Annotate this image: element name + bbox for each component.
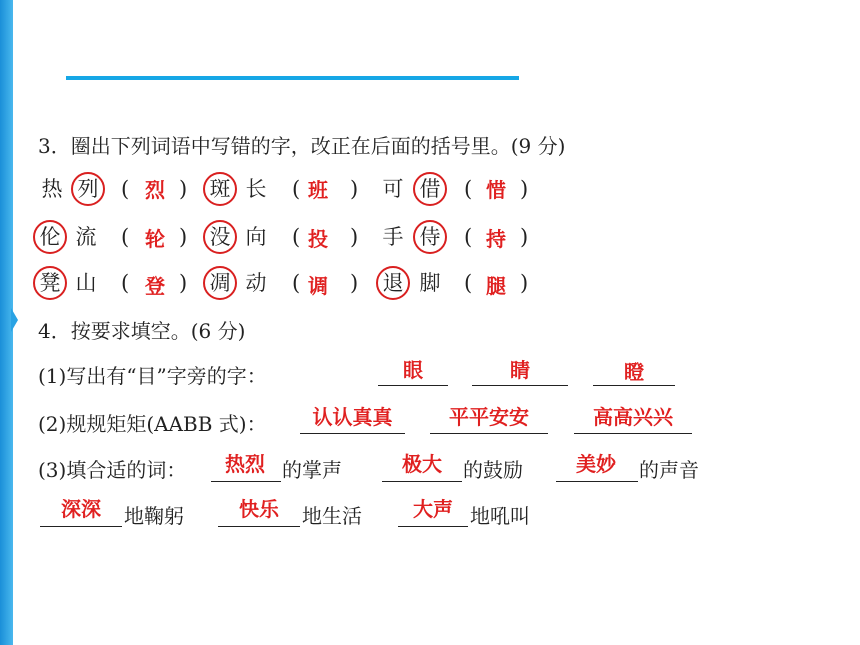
wrong-char: 凳	[39, 271, 61, 295]
wrong-char: 退	[382, 271, 404, 295]
correction-answer: 登	[145, 274, 165, 298]
fill-answer: 认认真真	[312, 405, 393, 429]
fill-answer: 深深	[61, 497, 101, 521]
blank-line	[382, 481, 462, 482]
paren-open: (	[464, 271, 473, 295]
wrong-char: 列	[77, 177, 99, 201]
fill-answer: 大声	[413, 497, 453, 521]
paren-close: )	[520, 177, 529, 201]
correction-answer: 投	[308, 227, 328, 251]
paren-close: )	[179, 177, 188, 201]
blank-line	[218, 526, 300, 527]
paren-close: )	[350, 271, 359, 295]
paren-close: )	[520, 225, 529, 249]
paren-close: )	[520, 271, 529, 295]
paren-open: (	[464, 225, 473, 249]
wrong-char: 侍	[419, 225, 441, 249]
wrong-char: 凋	[209, 271, 231, 295]
word-char: 流	[75, 225, 97, 249]
correction-answer: 持	[486, 227, 506, 251]
fill-answer: 快乐	[239, 497, 279, 521]
fill-answer: 瞪	[624, 360, 644, 384]
correction-answer: 轮	[145, 227, 165, 251]
correction-answer: 调	[308, 274, 328, 298]
blank-line	[472, 385, 568, 386]
blank-line	[40, 526, 122, 527]
blank-line	[378, 385, 448, 386]
word-char: 长	[245, 177, 267, 201]
blank-line	[398, 526, 468, 527]
question-3-title: 3．圈出下列词语中写错的字，改正在后面的括号里。(9 分)	[38, 134, 566, 158]
question-4-title: 4．按要求填空。(6 分)	[38, 319, 246, 343]
phrase-suffix: 的鼓励	[463, 458, 523, 482]
phrase-suffix: 地吼叫	[470, 504, 530, 528]
part-1-label: (1)写出有“目”字旁的字：	[38, 364, 267, 388]
blank-line	[593, 385, 675, 386]
paren-close: )	[350, 225, 359, 249]
correction-answer: 惜	[486, 178, 506, 202]
phrase-suffix: 地鞠躬	[124, 504, 184, 528]
blank-line	[430, 433, 548, 434]
fill-answer: 极大	[402, 452, 442, 476]
paren-open: (	[292, 225, 301, 249]
phrase-suffix: 的声音	[639, 458, 699, 482]
correction-answer: 腿	[486, 274, 506, 298]
paren-open: (	[121, 177, 130, 201]
part-2-label: (2)规规矩矩(AABB 式)：	[38, 412, 267, 436]
fill-answer: 热烈	[225, 452, 265, 476]
blank-line	[574, 433, 692, 434]
blank-line	[211, 481, 281, 482]
blank-line	[556, 481, 638, 482]
fill-answer: 睛	[510, 358, 530, 382]
part-3-label: (3)填合适的词：	[38, 458, 187, 482]
paren-close: )	[179, 225, 188, 249]
word-char: 可	[382, 177, 404, 201]
header-rule	[66, 76, 519, 80]
word-char: 手	[382, 225, 404, 249]
paren-open: (	[292, 177, 301, 201]
wrong-char: 伦	[39, 225, 61, 249]
paren-open: (	[292, 271, 301, 295]
wrong-char: 斑	[209, 177, 231, 201]
phrase-suffix: 的掌声	[282, 458, 342, 482]
paren-open: (	[121, 225, 130, 249]
fill-answer: 平平安安	[449, 405, 529, 429]
word-char: 山	[75, 271, 97, 295]
fill-answer: 高高兴兴	[593, 405, 673, 429]
fill-answer: 美妙	[576, 452, 616, 476]
blank-line	[300, 433, 405, 434]
word-char: 向	[245, 225, 267, 249]
paren-close: )	[179, 271, 188, 295]
word-char: 热	[41, 177, 63, 201]
correction-answer: 班	[308, 178, 328, 202]
correction-answer: 烈	[145, 178, 165, 202]
paren-close: )	[350, 177, 359, 201]
paren-open: (	[464, 177, 473, 201]
wrong-char: 借	[419, 177, 441, 201]
sidebar-tab-arrow[interactable]	[11, 308, 18, 332]
fill-answer: 眼	[403, 358, 423, 382]
phrase-suffix: 地生活	[302, 504, 362, 528]
paren-open: (	[121, 271, 130, 295]
word-char: 脚	[419, 271, 441, 295]
word-char: 动	[245, 271, 267, 295]
wrong-char: 没	[209, 225, 231, 249]
